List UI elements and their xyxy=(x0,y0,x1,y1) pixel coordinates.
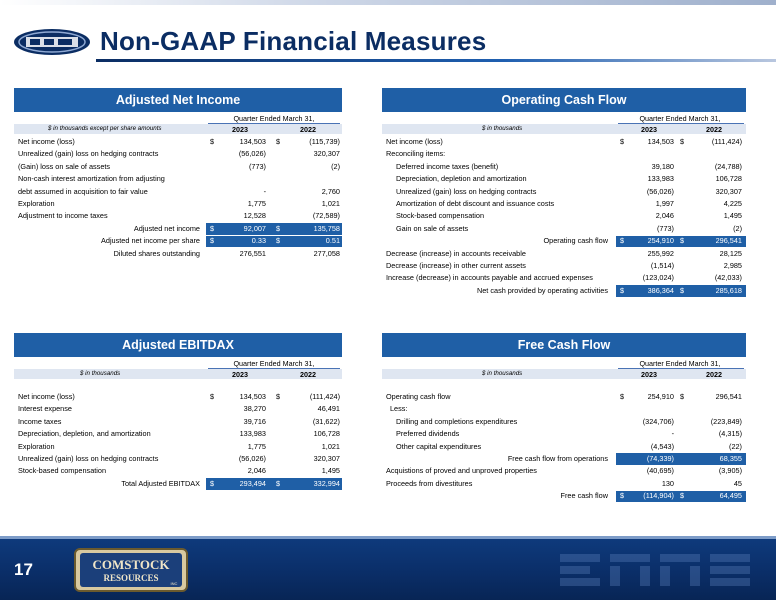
value-2022: 68,355 xyxy=(719,453,742,463)
value-2023: (1,514) xyxy=(650,260,674,270)
title-underline xyxy=(96,59,776,62)
value-2022: 1,021 xyxy=(321,441,340,451)
value-2022: 2,985 xyxy=(723,260,742,270)
value-2023: 130 xyxy=(661,478,674,488)
currency-symbol: $ xyxy=(680,285,685,295)
row-label: Proceeds from divestitures xyxy=(386,478,473,488)
highlight-row xyxy=(382,285,746,297)
row-label: Amortization of debt discount and issuance costs xyxy=(396,198,555,208)
logo-line2: RESOURCES xyxy=(103,573,159,583)
page-number: 17 xyxy=(14,560,33,579)
row-label: Deferred income taxes (benefit) xyxy=(396,161,499,171)
adjusted-net-income-title: Adjusted Net Income xyxy=(14,88,342,112)
row-label: (Gain) loss on sale of assets xyxy=(18,161,111,171)
period-underline xyxy=(618,368,744,369)
table-row xyxy=(382,161,746,173)
value-2023: 293,494 xyxy=(239,478,266,488)
row-label: Acquistions of proved and unproved properties xyxy=(386,466,537,476)
value-2023: 254,910 xyxy=(647,392,674,401)
currency-symbol: $ xyxy=(620,392,625,401)
value-2023: 92,007 xyxy=(243,223,266,233)
value-2023: 2,046 xyxy=(655,211,674,221)
row-label: Decrease (increase) in accounts receivable xyxy=(386,248,526,258)
highlight-row xyxy=(382,235,746,247)
period-underline xyxy=(618,123,744,124)
value-2022: 296,541 xyxy=(715,392,742,401)
value-2022: 1,021 xyxy=(321,198,340,208)
currency-symbol: $ xyxy=(210,392,215,401)
row-label: Net income (loss) xyxy=(386,137,443,146)
table-row xyxy=(382,186,746,198)
value-2022: 296,541 xyxy=(715,236,742,246)
year-2022-header: 2022 xyxy=(300,370,316,379)
row-label: Unrealized (gain) loss on hedging contracts xyxy=(396,186,537,196)
period-underline xyxy=(208,123,340,124)
units-label: $ in thousands xyxy=(482,370,523,377)
value-2023: 12,528 xyxy=(243,211,266,221)
row-label: Decrease (increase) in other current assets xyxy=(386,260,526,270)
currency-symbol: $ xyxy=(210,223,215,233)
row-label: Less: xyxy=(390,404,408,414)
currency-symbol: $ xyxy=(210,137,215,146)
table-row xyxy=(382,403,746,415)
value-2023: (324,706) xyxy=(642,416,674,426)
value-2022: (2) xyxy=(733,223,742,233)
value-2022: (72,589) xyxy=(312,211,340,221)
footer-decoration-icon xyxy=(560,550,760,590)
value-2022: 320,307 xyxy=(313,453,340,463)
value-2023: 134,503 xyxy=(239,137,266,146)
year-2023-header: 2023 xyxy=(641,125,657,134)
value-2023: (56,026) xyxy=(238,453,266,463)
value-2023: 39,716 xyxy=(243,416,266,426)
value-2023: (74,339) xyxy=(646,453,674,463)
row-label: Net income (loss) xyxy=(18,392,75,401)
value-2023: 1,997 xyxy=(655,198,674,208)
row-label: Depreciation, depletion, and amortization xyxy=(18,429,151,439)
value-2022: 46,491 xyxy=(317,404,340,414)
currency-symbol: $ xyxy=(680,491,685,501)
row-label: Net income (loss) xyxy=(18,137,75,146)
value-2023: - xyxy=(671,429,674,439)
adjusted-ebitdax-column-header xyxy=(14,357,342,381)
units-label: $ in thousands xyxy=(80,370,121,377)
currency-symbol: $ xyxy=(680,392,685,401)
adjusted-ebitdax-title: Adjusted EBITDAX xyxy=(14,333,342,357)
row-label: Non-cash interest amortization from adjusting xyxy=(18,174,165,184)
currency-symbol: $ xyxy=(276,478,281,488)
row-label: debt assumed in acquisition to fair value xyxy=(18,186,148,196)
value-2022: 2,760 xyxy=(321,186,340,196)
value-2022: (22) xyxy=(729,441,742,451)
row-label: Operating cash flow xyxy=(386,392,451,401)
year-2023-header: 2023 xyxy=(232,125,248,134)
operating-cash-flow-title: Operating Cash Flow xyxy=(382,88,746,112)
year-2022-header: 2022 xyxy=(706,125,722,134)
row-label: Exploration xyxy=(18,441,55,451)
period-underline xyxy=(208,368,340,369)
value-2022: 28,125 xyxy=(719,248,742,258)
row-label: Other capital expenditures xyxy=(396,441,482,451)
adjusted-net-income-column-header xyxy=(14,112,342,136)
value-2022: 277,058 xyxy=(313,248,340,258)
value-2023: 1,775 xyxy=(247,198,266,208)
free-cash-flow-total xyxy=(382,490,746,502)
table-row xyxy=(382,173,746,185)
row-label: Operating cash flow xyxy=(543,236,608,246)
adjusted-ebitdax-rows xyxy=(14,391,342,478)
row-label: Free cash flow from operations xyxy=(507,453,608,463)
row-label: Stock-based compensation xyxy=(18,466,107,476)
currency-symbol: $ xyxy=(276,223,281,233)
operating-cash-flow-column-header xyxy=(382,112,746,136)
value-2022: 106,728 xyxy=(715,174,742,184)
units-label: $ in thousands xyxy=(482,125,523,132)
table-row xyxy=(382,428,746,440)
comstock-logo xyxy=(74,548,188,592)
value-2023: 255,992 xyxy=(647,248,674,258)
table-row xyxy=(14,186,342,198)
row-label: Net cash provided by operating activities xyxy=(476,285,608,295)
currency-symbol: $ xyxy=(620,236,625,246)
page-title: Non-GAAP Financial Measures xyxy=(100,26,487,56)
table-row xyxy=(382,272,746,284)
row-label: Unrealized (gain) loss on hedging contracts xyxy=(18,453,159,463)
table-row xyxy=(382,260,746,272)
value-2023: 133,983 xyxy=(647,174,674,184)
row-label: Stock-based compensation xyxy=(396,211,485,221)
operating-cash-flow-panel xyxy=(382,88,746,297)
value-2023: 2,046 xyxy=(247,466,266,476)
value-2022: (42,033) xyxy=(714,273,742,283)
free-cash-flow-subtotal xyxy=(382,453,746,465)
value-2022: 285,618 xyxy=(715,285,742,295)
value-2023: 0.33 xyxy=(251,236,266,246)
year-2023-header: 2023 xyxy=(641,370,657,379)
highlight-row xyxy=(382,453,746,465)
row-label: Exploration xyxy=(18,198,55,208)
table-row xyxy=(14,465,342,477)
value-2022: 4,225 xyxy=(723,198,742,208)
operating-cash-flow-rows-2 xyxy=(382,248,746,285)
value-2022: (111,424) xyxy=(711,137,742,146)
spacer xyxy=(14,381,342,391)
table-row xyxy=(14,441,342,453)
value-2023: 133,983 xyxy=(239,429,266,439)
table-row xyxy=(382,416,746,428)
currency-symbol: $ xyxy=(620,137,625,146)
logo-line1: COMSTOCK xyxy=(92,557,170,572)
value-2023: (40,695) xyxy=(646,466,674,476)
value-2022: 0.51 xyxy=(325,236,340,246)
currency-symbol: $ xyxy=(276,137,281,146)
currency-symbol: $ xyxy=(210,236,215,246)
value-2022: (31,622) xyxy=(312,416,340,426)
table-row xyxy=(382,136,746,148)
row-label: Adjusted net income per share xyxy=(101,236,200,246)
value-2022: 45 xyxy=(733,478,742,488)
adjusted-net-income-rows xyxy=(14,136,342,223)
crk-logo-icon xyxy=(12,27,92,57)
table-row xyxy=(14,453,342,465)
table-row xyxy=(382,391,746,403)
value-2022: (115,739) xyxy=(309,137,340,146)
value-2022: (2) xyxy=(331,161,340,171)
table-row xyxy=(382,148,746,160)
row-label: Gain on sale of assets xyxy=(396,223,469,233)
adjusted-ebitdax-total xyxy=(14,478,342,490)
value-2022: 64,495 xyxy=(719,491,742,501)
year-2022-header: 2022 xyxy=(706,370,722,379)
highlight-row xyxy=(382,490,746,502)
spacer xyxy=(382,381,746,391)
value-2022: 106,728 xyxy=(313,429,340,439)
value-2022: 320,307 xyxy=(715,186,742,196)
top-accent-line xyxy=(0,0,776,5)
value-2023: 134,503 xyxy=(239,392,266,401)
adjusted-ebitdax-panel xyxy=(14,333,342,490)
value-2022: (223,849) xyxy=(710,416,742,426)
table-row xyxy=(382,198,746,210)
row-label: Interest expense xyxy=(18,404,72,414)
total-row xyxy=(14,223,342,235)
free-cash-flow-rows-2 xyxy=(382,465,746,490)
table-row xyxy=(382,223,746,235)
value-2022: (24,788) xyxy=(714,161,742,171)
free-cash-flow-rows xyxy=(382,391,746,453)
table-row xyxy=(14,428,342,440)
value-2022: (111,424) xyxy=(309,392,340,401)
year-2023-header: 2023 xyxy=(232,370,248,379)
value-2023: (773) xyxy=(248,161,266,171)
adjusted-net-income-totals xyxy=(14,223,342,260)
table-row xyxy=(14,173,342,185)
table-row xyxy=(382,441,746,453)
currency-symbol: $ xyxy=(620,491,625,501)
value-2023: 1,775 xyxy=(247,441,266,451)
operating-cash-flow-subtotal xyxy=(382,235,746,247)
table-row xyxy=(382,210,746,222)
period-label: Quarter Ended March 31, xyxy=(233,114,315,123)
table-row xyxy=(382,248,746,260)
free-cash-flow-title: Free Cash Flow xyxy=(382,333,746,357)
value-2022: 1,495 xyxy=(723,211,742,221)
row-label: Drilling and completions expenditures xyxy=(396,416,518,426)
period-label: Quarter Ended March 31, xyxy=(233,359,315,368)
currency-symbol: $ xyxy=(276,236,281,246)
value-2023: (773) xyxy=(656,223,674,233)
value-2022: 332,994 xyxy=(313,478,340,488)
row-label: Diluted shares outstanding xyxy=(113,248,200,258)
row-label: Income taxes xyxy=(18,416,62,426)
row-label: Increase (decrease) in accounts payable and accrued expenses xyxy=(386,273,593,283)
free-cash-flow-column-header xyxy=(382,357,746,381)
value-2023: 134,503 xyxy=(647,137,674,146)
table-row xyxy=(14,136,342,148)
value-2023: - xyxy=(263,186,266,196)
logo-small: INC xyxy=(170,581,178,586)
value-2022: (3,905) xyxy=(718,466,742,476)
row-label: Adjustment to income taxes xyxy=(18,211,108,221)
table-row xyxy=(14,416,342,428)
row-label: Free cash flow xyxy=(560,491,608,501)
year-2022-header: 2022 xyxy=(300,125,316,134)
row-label: Preferred dividends xyxy=(396,429,460,439)
row-label: Total Adjusted EBITDAX xyxy=(121,478,200,488)
value-2022: 135,758 xyxy=(313,223,340,233)
period-label: Quarter Ended March 31, xyxy=(639,359,721,368)
units-label: $ in thousands except per share amounts xyxy=(48,125,162,132)
adjusted-net-income-panel xyxy=(14,88,342,260)
value-2023: 39,180 xyxy=(651,161,674,171)
total-row xyxy=(14,248,342,260)
currency-symbol: $ xyxy=(680,236,685,246)
table-row xyxy=(382,478,746,490)
value-2023: (56,026) xyxy=(646,186,674,196)
table-row xyxy=(14,403,342,415)
table-row xyxy=(14,148,342,160)
total-row xyxy=(14,235,342,247)
operating-cash-flow-total xyxy=(382,285,746,297)
table-row xyxy=(382,465,746,477)
value-2023: 38,270 xyxy=(243,404,266,414)
operating-cash-flow-rows xyxy=(382,136,746,235)
value-2023: 386,364 xyxy=(647,285,674,295)
highlight-row xyxy=(14,478,342,490)
currency-symbol: $ xyxy=(276,392,281,401)
table-row xyxy=(14,161,342,173)
free-cash-flow-panel xyxy=(382,333,746,503)
row-label: Depreciation, depletion and amortization xyxy=(396,174,527,184)
currency-symbol: $ xyxy=(620,285,625,295)
table-row xyxy=(14,198,342,210)
value-2022: 320,307 xyxy=(313,149,340,159)
currency-symbol: $ xyxy=(210,478,215,488)
value-2022: 1,495 xyxy=(321,466,340,476)
row-label: Adjusted net income xyxy=(133,223,200,233)
value-2023: (4,543) xyxy=(650,441,674,451)
row-label: Unrealized (gain) loss on hedging contracts xyxy=(18,149,159,159)
value-2022: (4,315) xyxy=(718,429,742,439)
table-row xyxy=(14,391,342,403)
table-row xyxy=(14,210,342,222)
value-2023: (114,904) xyxy=(643,491,674,501)
value-2023: 254,910 xyxy=(647,236,674,246)
value-2023: 276,551 xyxy=(239,248,266,258)
value-2023: (123,024) xyxy=(642,273,674,283)
row-label: Reconciling items: xyxy=(386,149,446,159)
currency-symbol: $ xyxy=(680,137,685,146)
value-2023: (56,026) xyxy=(238,149,266,159)
period-label: Quarter Ended March 31, xyxy=(639,114,721,123)
